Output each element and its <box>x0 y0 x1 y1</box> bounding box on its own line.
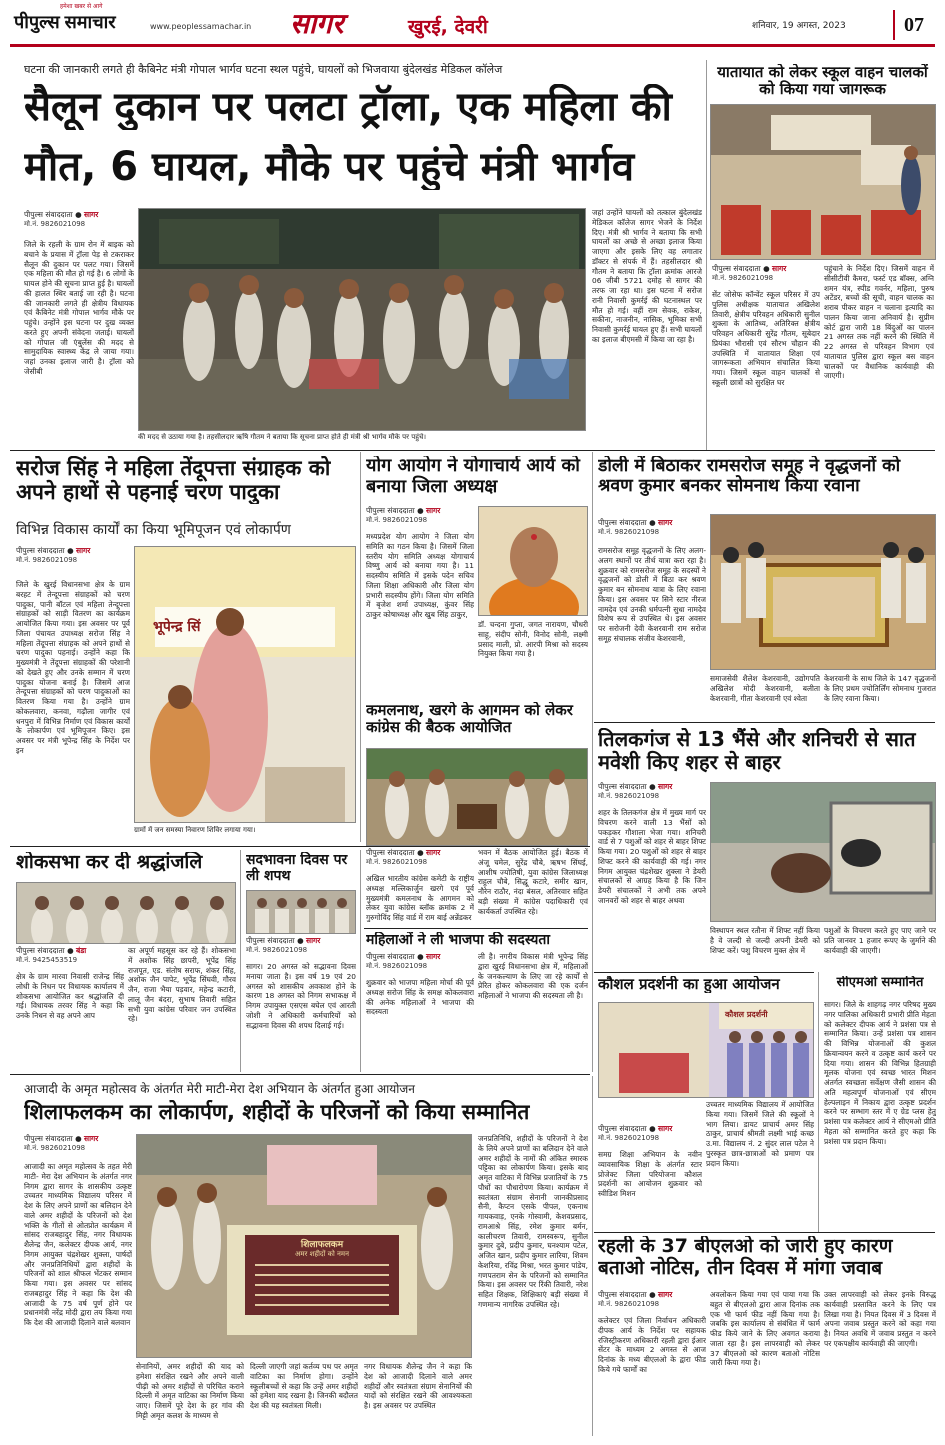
section-subcities: खुरई, देवरी <box>408 16 488 38</box>
mobile-number: मो.नं. 9826021098 <box>598 792 660 800</box>
mobile-number: मो.नं. 9425453519 <box>16 956 78 964</box>
shok-photo <box>16 882 236 944</box>
column-divider <box>240 850 241 1072</box>
kaushal-column-2: उच्चतर माध्यमिक विद्यालय में आयोजित किया गया। जिसमें जिले की स्कूलों ने भाग लिया। डायट प्राचार्य अमर सिंह ठाकुर, प्राचार्य श्रीमती लक्ष्मी भाई कच्छ उ.मा. विद्यालय नं. 2 सुंदर लाल पटेल ने पुरस्कृत छात्र-छात्राओं को प्रमाण पत्र प्रदान किया। <box>706 1100 814 1168</box>
congress-meeting-photo <box>367 749 588 846</box>
saroj-subhead: विभिन्न विकास कार्यों का किया भूमिपूजन एवं लोकार्पण <box>16 522 291 538</box>
byline: पीपुल्स संवाददाता ● सागर <box>598 1124 673 1133</box>
rehli-column-1: कलेक्टर एवं जिला निर्वाचन अधिकारी दीपक आर्य के निर्देश पर सहायक रजिस्ट्रीकरण अधिकारी रहली द्वारा ईआर सेंटर के माध्यम 2 अगस्त से आज दिनांक के मध्य बीएलओ के द्वारा फीड किये गये फार्मों का <box>598 1316 706 1374</box>
byline: पीपुल्स संवाददाता ● सागर <box>24 1134 99 1143</box>
rehli-column-2: अवलोकन किया गया एवं पाया गया कि बहुत से बीएलओ द्वारा आज दिनांक तक एक भी फार्म फीड नहीं किया गया है। जबकि इस कार्यालय से संबंधित में फार्म फीड किये जाने के लिए अवगत कराया जाता रहा है। इस लापरवाही को लेकर 37 बीएलओ को कारण बताओ नोटिस जारी किया गया है। <box>710 1290 820 1368</box>
kaushal-photo-banner: कौशल प्रदर्शनी <box>725 1010 768 1019</box>
shok-column-2: का अपूर्ण महसूस कर रहे हैं। शोकसभा में अशोक सिंह छापरी, भूपेंद्र सिंह राजपूत, एड. संतोष सराफ, शंकर सिंह, अशोक जैन पापेट, भूपेंद्र सिंघवी, गौरव जैन, राजा भैया पड़वार, महेन्द्र कटारी, लालू जैन बंदरा, सुभाष तिवारी सहित सभी युवा कांग्रेस परिवार जन उपस्थित रहे। <box>128 946 236 1024</box>
azadi-column-3: दिल्ली जाएगी जहां कर्तव्य पथ पर अमृत वाटिका का निर्माण होगा। उन्होंने स्कूलीबच्चों से कहा कि उन्हें अमर शहीदों को हमेशा याद रखना है। जिनकी बदौलत देश की यह स्वतंत्रता मिली। <box>250 1362 358 1411</box>
saroj-photo-caption: ग्रामों में जन समस्या निवारण शिविर लगाया गया। <box>134 826 256 834</box>
tilak-column-1: शहर के तिलकगंज क्षेत्र में मुख्य मार्ग पर विचरण करने वाली 13 भैंसों को पकड़कर गौशाला भेजा गया। शनिचरी वार्ड से 7 पशुओं को शहर से बाहर शिफ्ट किया गया। 20 पशुओं को शहर से बाहर शिफ्ट करने की कार्यवाही की गई। नगर निगम आयुक्त चंद्रशेखर शुक्ला ने डेयरी संचालकों से आग्रह किया है कि जिन डेयरी संचालकों ने अभी तक अपने जानवरों को शहर से बाहर अथवा <box>598 808 706 905</box>
condolence-meeting-photo <box>17 883 236 944</box>
azadi-column-4: नगर विधायक शैलेन्द्र जैन ने कहा कि देश को आजादी दिलाने वाले अमर शहीदों और स्वतंत्रता संग्राम सेनानियों की यादों को संरक्षित रखने की आवश्यकता है। इस अवसर पर उपस्थित <box>364 1362 472 1411</box>
traffic-column-2: पहुंचाने के निर्देश दिए। जिसमें वाहन में सीसीटीवी कैमरा, फर्स्ट एड बॉक्स, अग्नि शमन यंत्र, स्पीड गवर्नर, महिला, पुरुष अटेंडर, बच्चों की सूची, वाहन चालक का शराब पीकर वाहन न चलाना इत्यादि का पालन किया जाना अनिवार्य है। सुप्रीम कोर्ट द्वारा जारी 18 बिंदुओं का पालन 21 अगस्त तक नहीं करने की स्थिति में 22 अगस्त से परिवहन विभाग एवं यातायात पुलिस द्वारा स्कूल बस वाहन चालकों पर वैधानिक कार्यवाही की जाएगी। <box>824 264 934 381</box>
byline: पीपुल्स संवाददाता ● बंडा <box>16 946 87 955</box>
kaushal-headline: कौशल प्रदर्शनी का हुआ आयोजन <box>598 976 780 993</box>
azadi-column-5: जनप्रतिनिधि, शहीदों के परिजनों ने देश के लिये अपने प्राणों का बलिदान देने वाले अमर शहीदों के नामों की अंकित स्मारक पट्टिका का लोकार्पण किया। इसके बाद अमृत वाटिका में विभिन्न प्रजातियों के 75 पौधों का पौधारोपण किया। कार्यक्रम में स्वतंत्रता संग्राम सेनानी जानकीप्रसाद सैनी, कैप्टन एसके पीपल, एकनाथ गायकवाड़, एनके गोस्वामी, केशवप्रसाद, रामआश्रे सिंह, रमेश कुमार बर्मन, कालीचरण तिवारी, रामस्वरूप, सुनील कुमार दुबे, प्रदीप कुमार, घनश्याम पटेल, अजित खान, प्रदीप कुमार लारिया, शिवम केशरिया, रविंद्र मिश्रा, भरत कुमार पांडेय, गणपतराम सेन के परिजनों को सम्मानित किया। इस अवसर पर रिंकी तिवारी, नरेश सहित शिक्षक, शिक्षिकाएं बड़ी संख्या में गणमान्य नागरिक उपस्थित रहे। <box>478 1134 588 1310</box>
ceo-headline: सीएमओ सम्मानित <box>836 976 924 990</box>
yoga-byline-block <box>366 506 476 525</box>
tilak-photo <box>710 782 936 922</box>
byline: पीपुल्स संवाददाता ● सागर <box>24 210 99 219</box>
rehli-headline: रहली के 37 बीएलओ को जारी हुए कारण बताओ नोटिस, तीन दिवस में मांगा जवाब <box>598 1236 893 1279</box>
tilak-byline-block <box>598 782 708 801</box>
oath-ceremony-photo <box>247 891 356 934</box>
column-divider <box>592 1076 593 1436</box>
page-number: 07 <box>893 10 933 40</box>
dola-photo <box>710 514 936 670</box>
byline: पीपुल्स संवाददाता ● सागर <box>16 546 91 555</box>
plaque-subtitle: अमर शहीदों को नमन <box>294 1250 350 1258</box>
masthead <box>0 0 945 46</box>
sadbhav-text: सागर। 20 अगस्त को सद्भावना दिवस मनाया जाता है। इस वर्ष 19 एवं 20 अगस्त को शासकीय अवकाश होने के कारण 18 अगस्त को निगम सभाकक्ष में निगम उपायुक्त एसएस बघेल एवं आरती जोशी ने अधिकारी कर्मचारियों को सद्भावना दिवस की शपथ दिलाई गई। <box>246 962 356 1030</box>
sadbhav-headline: सदभावना दिवस पर ली शपथ <box>246 852 348 885</box>
rehli-byline-block <box>598 1290 708 1309</box>
kaushal-column-1: समग्र शिक्षा अभियान के नवीन व्यावसायिक शिक्षा के अंतर्गत स्टार प्रोजेक्ट जिला परियोजना कौशल प्रदर्शनी का आयोजन शुक्रवार को स्वीडिश मिशन <box>598 1150 702 1199</box>
plaque-title: शिलाफलकम <box>300 1240 344 1250</box>
dola-column-2: समाजसेवी शैलेश केशरवानी, उद्योगपति अखिलेश मोदी केशरवानी, बलीता केशरवानी, गीता केशरवानी एवं श्वेता <box>710 674 820 703</box>
mobile-number: मो.नं. 9826021098 <box>24 1144 86 1152</box>
masthead-rule <box>10 44 935 47</box>
byline: पीपुल्स संवाददाता ● सागर <box>246 936 321 945</box>
section-rule <box>364 928 588 929</box>
dola-headline: डोली में बिठाकर रामसरोज समूह ने वृद्धजनों को श्रवण कुमार बनकर सोमनाथ किया रवाना <box>598 456 901 497</box>
kaushal-photo <box>598 1002 814 1098</box>
byline: पीपुल्स संवाददाता ● सागर <box>598 782 673 791</box>
column-divider <box>592 452 593 1072</box>
section-rule <box>594 722 935 723</box>
sadbhav-photo <box>246 890 356 934</box>
yoga-photo <box>478 506 588 616</box>
lead-kicker: घटना की जानकारी लगते ही कैबिनेट मंत्री गोपाल भार्गव घटना स्थल पहुंचे, घायलों को भिजवाया बुंदेलखंड मेडिकल कॉलेज <box>24 63 503 76</box>
shok-byline-block <box>16 946 126 965</box>
mobile-number: मो.नं. 9826021098 <box>16 556 78 564</box>
traffic-photo <box>710 104 936 260</box>
section-rule <box>10 450 935 451</box>
mobile-number: मो.नं. 9826021098 <box>246 946 308 954</box>
azadi-column-2: सेनानियों, अमर शहीदों की याद को हमेशा संरक्षित रखने और अपने वाली पीढ़ी को अमर शहीदों से परिचित कराने दिल्ली में अमृत वाटिका का निर्माण किया जाए। जिसमें पूरे देश के हर गांव की मिट्टी अमृत कलश के माध्यम से <box>136 1362 244 1420</box>
bjp-byline-block <box>366 952 476 971</box>
lead-column-1: जिले के रहली के ग्राम रोन में बाइक को बचाने के प्रयास में ट्रॉला पेड़ से टकराकर सैलून की दुकान पर पलट गया। जिसमें एक महिला की मौत हो गई है। 6 लोगों के घायल होने की सूचना प्राप्त हुई है। घायलों की हालत स्थिर बताई जा रही है। घटना की जानकारी लगते ही क्षेत्रीय विधायक एवं कैबिनेट मंत्री गोपाल भार्गव मौके पर पहुंचे। उन्होंने इस घटना पर दुख व्यक्त करते हुए अपनी संवेदना जताई। घायलों को गोपाल जी एंबुलेंस की मदद से सामुदायिक स्वास्थ्य केंद्र ले जाया गया। जहां उनका इलाज जारी है। ट्रॉला को जेसीबी <box>24 240 134 376</box>
column-divider <box>818 972 819 1232</box>
footwear-distribution-photo <box>135 547 356 823</box>
kamalnath-photo <box>366 748 588 846</box>
cattle-truck-photo <box>711 783 936 922</box>
azadi-headline: शिलाफलकम का लोकार्पण, शहीदों के परिजनों को किया सम्मानित <box>24 1100 530 1124</box>
rehli-column-3: उक्त लापरवाही को लेकर इनके विरुद्ध कार्यवाही प्रस्तावित करने के लिए पत्र लिखा गया है। नियत दिवस में 3 दिवस में अपना जवाब प्रस्तुत करने को कहा गया है। नियत अवधि में जवाब प्रस्तुत न करने पर एकपक्षीय कार्यवाही की जाएगी। <box>824 1290 936 1348</box>
yoga-text: मध्यप्रदेश योग आयोग ने जिला योग समिति का गठन किया है। जिसमें जिला स्तरीय योग समिति अध्यक्ष योगाचार्य विष्णु आर्य को बनाया गया है। 11 सदस्यीय समिति में इसके पदेन सचिव जिला शिक्षा अधिकारी और जिला योग प्रभारी सदस्यीय होंगे। जिला योग समिति में बृजेश शर्मा उपाध्यक्ष, कुंवर सिंह ठाकुर कोषाध्यक्ष और खुब सिंह ठाकुर, <box>366 532 474 620</box>
azadi-kicker: आजादी के अमृत महोत्सव के अंतर्गत मेरी माटी-मेरा देश अभियान के अंतर्गत हुआ आयोजन <box>24 1082 415 1096</box>
mobile-number: मो.नं. 9826021098 <box>598 1134 660 1142</box>
saroj-photo-banner: भूपेन्द्र सिं <box>153 619 201 635</box>
yoga-text-2: डॉ. चन्दना गुप्ता, जगत नारायण, चौधरी साहू, संदीप सोनी, विनोद सोनी, लक्ष्मी प्रसाद माली, प्रो. आरपी मिश्रा को सदस्य नियुक्त किया गया है। <box>478 620 588 659</box>
brand-logo: पीपुल्स समाचार <box>14 12 116 32</box>
byline: पीपुल्स संवाददाता ● सागर <box>598 518 673 527</box>
dola-column-1: रामसरोज समूह वृद्धजनों के लिए अलग-अलग स्थानों पर तीर्थ यात्रा करा रहा है। शुक्रवार को रामसरोज समूह के सदस्यों ने वृद्धजनों को डोली में बिठा कर श्रवण कुमार बन सोमनाथ यात्रा के लिए रवाना किया। इस अवसर पर सिने स्टार नीरज नामदेव एवं उनकी धर्मपत्नी सुधा नामदेव विशेष रूप से उपस्थित थे। इस अवसर पर सरोजनी देवी केशरवानी राम सरोज समूह संचालक संजीव केशरवानी, <box>598 546 706 643</box>
section-rule <box>594 972 814 973</box>
mobile-number: मो.नं. 9826021098 <box>24 220 86 228</box>
kamalnath-byline-block <box>366 848 476 867</box>
mobile-number: मो.नं. 9826021098 <box>366 962 428 970</box>
azadi-photo <box>136 1134 472 1358</box>
tilak-column-3: पशुओं के विचरण करते हुए पाए जाने पर प्रति जानवर 1 हजार रूपए के जुर्माने की कार्यवाही की जाएगी। <box>824 926 936 955</box>
yogacharya-portrait <box>479 507 588 616</box>
byline: पीपुल्स संवाददाता ● सागर <box>366 952 441 961</box>
skills-exhibition-photo <box>599 1003 814 1098</box>
accident-scene-photo <box>139 209 586 431</box>
mobile-number: मो.नं. 9826021098 <box>366 858 428 866</box>
palanquin-photo <box>711 515 936 670</box>
tilak-headline: तिलकगंज से 13 भैंसे और शनिचरी से सात मवेशी किए शहर से बाहर <box>598 728 916 774</box>
azadi-column-1: आजादी का अमृत महोत्सव के तहत मेरी माटी- मेरा देश अभियान के अंतर्गत नगर निगम द्वारा सागर के शासकीय उत्कृष्ट उच्चतर माध्यमिक विद्यालय परिसर में देश के लिए अपने प्राणों का बलिदान देने वाले अमर शहीदों के परिजनों को देश भक्ति के गीतों से ओतप्रोत कार्यक्रम में सांसद राजबहादुर सिंह, नगर विधायक शैलेन्द्र जैन, कलेक्टर दीपक आर्य, नगर निगम आयुक्त चंद्रशेखर शुक्ला, पार्षदों और जनप्रतिनिधियों द्वारा शहीदों के परिजनों को शाल श्रीफल भेंटकर सम्मान किया गया। इस अवसर पर सांसद राजबहादुर सिंह ने कहा कि देश की आजादी के 75 वर्ष पूर्ण होने पर प्रधानमंत्री नरेंद्र मोदी द्वारा तय किया गया कि देश की आजादी दिलाने वाले बलवान <box>24 1162 132 1328</box>
lead-headline-2: मौत, 6 घायल, मौके पर पहुंचे मंत्री भार्गव <box>24 144 635 190</box>
section-city: सागर <box>290 7 344 40</box>
shok-headline: शोकसभा कर दी श्रद्धांजलि <box>16 852 203 873</box>
lead-photo-caption: की मदद से उठाया गया है। तहसीलदार ऋषि गौतम ने बताया कि सूचना प्राप्त होते ही मंत्री श्री भार्गव मौके पर पहुंचे। <box>138 433 427 441</box>
column-divider <box>706 60 707 450</box>
lead-headline-1: सैलून दुकान पर पलटा ट्रॉला, एक महिला की <box>24 84 672 130</box>
azadi-byline-block <box>24 1134 134 1153</box>
kaushal-byline-block <box>598 1124 708 1143</box>
byline: पीपुल्स संवाददाता ● सागर <box>366 506 441 515</box>
byline: पीपुल्स संवाददाता ● सागर <box>598 1290 673 1299</box>
kamalnath-headline: कमलनाथ, खरगे के आगमन को लेकर कांग्रेस की बैठक आयोजित <box>366 702 573 737</box>
saroj-text: जिले के खुरई विधानसभा क्षेत्र के ग्राम बरहट में तेन्दूपत्ता संग्राहकों को चरण पादुका, पानी बॉटल एवं महिला तेन्दूपत्ता संग्राहकों को साड़ी वितरण का कार्यक्रम आयोजित किया गया। इस अवसर पर पूर्व जिला पंचायत उपाध्यक्ष सरोज सिंह ने महिला तेंदूपत्ता संग्राहक को अपने हाथों से चरण पादुका पहनाई। उन्होंने कहा कि मुख्यमंत्री ने तेंदूपत्ता संग्राहकों की परेशानी को देखते हुए और उनके सम्मान में चरण पादुका योजना बनाई है। जिसमें आज तेन्दूपत्ता संग्राहकों को चरण पादुकाओं का वितरण किया गया है। उन्होंने ग्राम कोकलवारा, कनवा, गढ़ौला जागीर एवं धनपुरा में विभिन्न निर्माण एवं विकास कार्यों के लोकार्पण एवं भूमिपूजन किए। इस अवसर पर मंत्री भूपेन्द्र सिंह के निर्देश पर इन <box>16 580 130 756</box>
mobile-number: मो.नं. 9826021098 <box>598 1300 660 1308</box>
bjp-column-1: शुक्रवार को भाजपा महिला मोर्चा की पूर्व अध्यक्ष सरोज सिंह के समक्ष कोकलवारा की अनेक महिलाओं ने भाजपा की सदस्यता <box>366 978 474 1017</box>
traffic-headline: यातायात को लेकर स्कूल वाहन चालकों को किया गया जागरूक <box>717 64 928 99</box>
dola-column-3: केशरवानी के साथ जिले के 147 वृद्धजनों के लिए प्रथम ज्योतिर्लिंग सोमनाथ गुजरात के लिए रवाना किया। <box>824 674 936 703</box>
sadbhav-byline-block <box>246 936 356 955</box>
dola-byline-block <box>598 518 708 537</box>
brand-tagline: हमेशा खबर से आगे <box>60 3 103 10</box>
section-rule <box>594 1232 935 1233</box>
saroj-photo <box>134 546 356 823</box>
traffic-column-1: सेंट जोसेफ कॉन्वेंट स्कूल परिसर में उप पुलिस अधीक्षक यातायात अखिलेश तिवारी, क्षेत्रीय परिवहन अधिकारी सुनील शुक्ला के आतिथ्य, अतिरिक्त क्षेत्रीय परिवहन अधिकारी सुरेंद्र गौतम, सूबेदार प्रियंका भौरासी एवं सौरभ चौहान की उपस्थिति में यातायात शिक्षा एवं जागरूकता अभियान संचालित किया गया। जिसमें स्कूल वाहन चालकों से स्कूली छात्रों को सुरक्षित घर <box>712 290 820 387</box>
column-divider <box>360 452 361 842</box>
bjp-column-2: ली है। नगरीय विकास मंत्री भूपेन्द्र सिंह द्वारा खुरई विधानसभा क्षेत्र में, महिलाओं के जनकल्याण के लिए जा रहे कार्यों से प्रेरित होकर कोकलवारा की एक दर्जन महिलाओं ने भाजपा की सदस्यता ली है। <box>478 952 588 1001</box>
byline: पीपुल्स संवाददाता ● सागर <box>366 848 441 857</box>
saroj-byline-block <box>16 546 131 565</box>
ceo-text: सागर। जिले के शाहगढ़ नगर परिषद मुख्य नगर पालिका अधिकारी प्रभारी प्रीति मेहता को कलेक्टर दीपक आर्य ने प्रशंसा पत्र से सम्मानित किया। उन्हें प्रशंसा पत्र शासन की विभिन्न योजनाओं की कुशल क्रियान्वयन करने व उत्कृष्ट कार्य करने पर दिया गया। शासन की विभिन्न हितग्राही मूलक योजना एवं स्वच्छ भारत मिशन अंतर्गत स्वच्छता सर्वेक्षण जैसी शासन की अति महत्वपूर्ण योजनाओं एवं सीएम हेल्पलाइन में निकाय द्वारा उत्कृष्ट प्रदर्शन करने पर सम्भाग स्तर में ए ग्रेड प्लस हेतु प्रशंसा पत्र कलेक्टर आर्य ने सीएमओ प्रीति मेहता को सम्मानित करते हुए कहा कि प्रशंसा पत्र प्रदान किया। <box>824 1000 936 1146</box>
traffic-seminar-photo <box>711 105 936 260</box>
mobile-number: मो.नं. 9826021098 <box>598 528 660 536</box>
bjp-headline: महिलाओं ने ली भाजपा की सदस्यता <box>366 932 550 948</box>
shok-column-1: क्षेत्र के ग्राम मारवा निवासी राजेन्द्र सिंह लोधी के निधन पर विधायक कार्यालय में शोकसभा आयोजित कर श्रद्धांजलि दी गई। विधायक तरवर सिंह ने कहा कि उनके निधन से वह अपने आप <box>16 972 124 1021</box>
site-url: www.peoplessamachar.in <box>150 22 252 31</box>
yoga-headline: योग आयोग ने योगाचार्य आर्य को बनाया जिला अध्यक्ष <box>366 456 580 497</box>
lead-photo <box>138 208 586 431</box>
column-divider <box>360 850 361 1072</box>
lead-column-3: जहां उन्होंने घायलों को तत्काल बुंदेलखंड मेडिकल कॉलेज सागर भेजने के निर्देश दिए। मंत्री श्री भार्गव ने बताया कि सभी घायलों का अच्छे से अच्छा इलाज किया जाएगा और इसके लिए वह लगातार डॉक्टर से संपर्क में हैं। तहसीलदार श्री गौतम ने बताया कि ट्रॉला क्रमांक आरजे 06 जीबी 5721 दमोह से सागर की तरफ जा रहा था। इस घटना में सरोज रानी निवासी कुमर्रई की घटनास्थल पर मौत हो गई। वहीं राम सेवक, राकेश, सकीना, नाजनीन, नासिक, भूमिका सभी निवासी कुमर्रई घायल हुए हैं। सभी घायलों का इलाज बीएमसी में किया जा रहा है। <box>592 208 702 344</box>
byline: पीपुल्स संवाददाता ● सागर <box>712 264 787 273</box>
saroj-headline: सरोज सिंह ने महिला तेंदूपत्ता संग्राहक को अपने हाथों से पहनाई चरण पादुका <box>16 456 331 505</box>
mobile-number: मो.नं. 9826021098 <box>712 274 774 282</box>
issue-date: शनिवार, 19 अगस्त, 2023 <box>752 21 846 31</box>
mobile-number: मो.नं. 9826021098 <box>366 516 428 524</box>
tilak-column-2: विस्थापन स्थल रतौना में शिफ्ट नहीं किया है वे जल्दी से जल्दी अपनी डेयरी को शिफ्ट करें। पशु विचरण मुक्त क्षेत्र में <box>710 926 820 955</box>
section-rule <box>10 1074 590 1075</box>
section-rule <box>10 846 590 847</box>
traffic-byline-block <box>712 264 822 283</box>
kamalnath-column-2: भवन में बैठक आयोजित हुई। बैठक में अंजू चमेल, सुरेंद्र चौबे, ऋषभ सिंघई, आशीष ज्योतिषी, युवा कांग्रेस जिलाध्यक्ष राहुल चौबे, सिद्धू कटारे, समीर खान, नौरेन राठौर, नंदा बंसल, अतिरवार सहित बड़ी संख्या में कांग्रेस पदाधिकारी एवं कार्यकर्ता उपस्थित रहे। <box>478 848 588 916</box>
lead-byline-block <box>24 210 134 229</box>
kamalnath-column-1: अखिल भारतीय कांग्रेस कमेटी के राष्ट्रीय अध्यक्ष मल्लिकार्जुन खरगे एवं पूर्व मुख्यमंत्री कमलनाथ के आगमन को लेकर युवा कांग्रेस ब्लॉक क्रमांक 2 में गुरुगोविंद सिंह वार्ड में राम बाई अन्नेंडकर <box>366 874 474 923</box>
